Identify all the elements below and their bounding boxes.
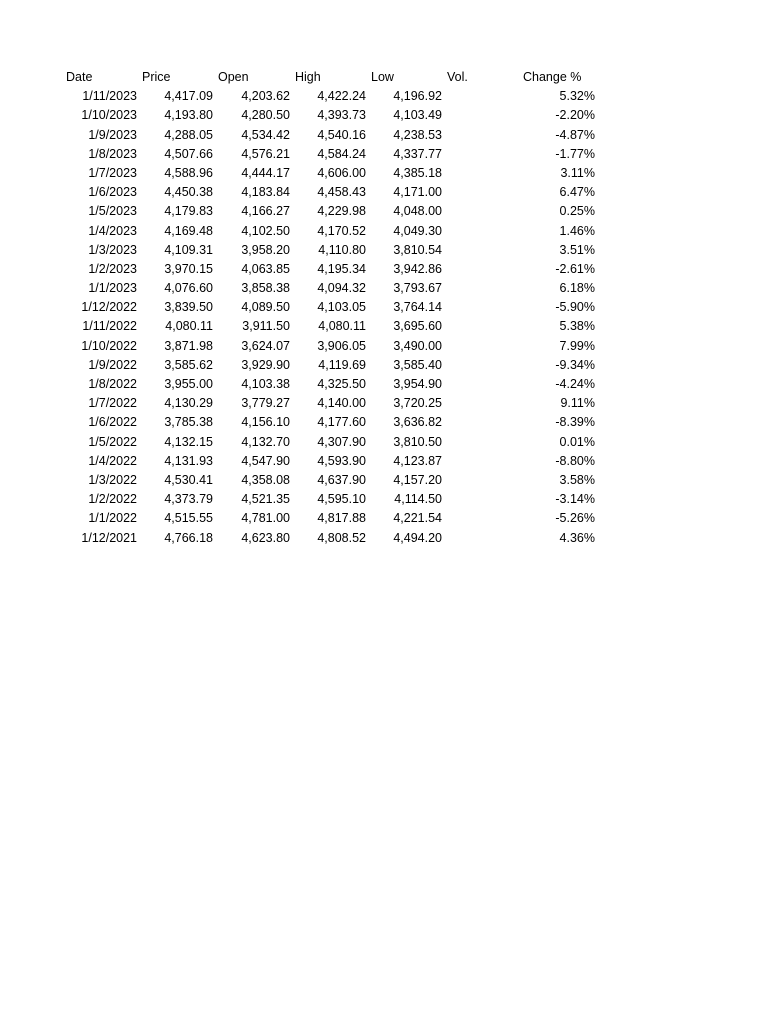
header-change: Change %: [523, 70, 582, 84]
cell-price: 4,588.96: [164, 165, 213, 180]
cell-open: 3,624.07: [241, 338, 290, 353]
cell-change: 6.47%: [559, 185, 595, 200]
cell-price: 4,766.18: [164, 530, 213, 545]
cell-price: 4,193.80: [164, 108, 213, 123]
cell-low: 3,585.40: [393, 357, 442, 372]
cell-price: 3,785.38: [164, 415, 213, 430]
cell-open: 4,280.50: [241, 108, 290, 123]
cell-change: -8.80%: [555, 453, 595, 468]
cell-date: 1/1/2023: [88, 281, 137, 296]
cell-price: 4,288.05: [164, 127, 213, 142]
cell-open: 4,183.84: [241, 185, 290, 200]
cell-price: 4,507.66: [164, 146, 213, 161]
cell-low: 3,793.67: [393, 281, 442, 296]
cell-date: 1/2/2022: [88, 492, 137, 507]
cell-open: 4,623.80: [241, 530, 290, 545]
table-row: [0, 394, 768, 413]
cell-low: 3,764.14: [393, 300, 442, 315]
table-row: [0, 126, 768, 145]
cell-low: 3,810.54: [393, 242, 442, 257]
cell-price: 3,839.50: [164, 300, 213, 315]
cell-date: 1/8/2022: [88, 377, 137, 391]
cell-high: 4,808.52: [317, 530, 366, 545]
cell-price: 4,373.79: [164, 492, 213, 507]
cell-low: 3,490.00: [393, 338, 442, 353]
cell-open: 4,521.35: [241, 492, 290, 507]
cell-change: -2.20%: [555, 108, 595, 123]
cell-date: 1/10/2023: [81, 108, 137, 123]
cell-change: -8.39%: [555, 415, 595, 430]
cell-date: 1/6/2023: [88, 185, 137, 200]
cell-change: -4.24%: [555, 377, 595, 391]
cell-change: 6.18%: [559, 281, 595, 296]
cell-open: 3,858.38: [241, 281, 290, 296]
cell-low: 4,221.54: [393, 511, 442, 526]
cell-low: 4,171.00: [393, 185, 442, 200]
cell-change: -4.87%: [555, 127, 595, 142]
cell-low: 4,196.92: [393, 89, 442, 104]
cell-date: 1/4/2023: [88, 223, 137, 238]
table-row: [0, 317, 768, 336]
cell-open: 4,547.90: [241, 453, 290, 468]
cell-change: -5.90%: [555, 300, 595, 315]
cell-date: 1/8/2023: [88, 146, 137, 161]
cell-open: 4,358.08: [241, 472, 290, 487]
cell-change: 5.38%: [559, 319, 595, 334]
cell-change: 3.51%: [559, 242, 595, 257]
table-row: [0, 260, 768, 279]
cell-low: 4,494.20: [393, 530, 442, 545]
cell-high: 4,140.00: [317, 396, 366, 411]
table-row: [0, 337, 768, 356]
cell-high: 4,637.90: [317, 472, 366, 487]
table-row: [0, 490, 768, 509]
cell-high: 4,195.34: [317, 261, 366, 276]
cell-high: 4,325.50: [317, 377, 366, 391]
table-row: [0, 452, 768, 471]
table-row: [0, 509, 768, 528]
table-row: [0, 433, 768, 452]
cell-high: 3,906.05: [317, 338, 366, 353]
cell-high: 4,458.43: [317, 185, 366, 200]
cell-high: 4,080.11: [318, 319, 366, 334]
cell-open: 3,958.20: [241, 242, 290, 257]
cell-change: 7.99%: [559, 338, 595, 353]
cell-change: 0.01%: [559, 434, 595, 449]
cell-change: 9.11%: [560, 396, 595, 411]
cell-change: 5.32%: [559, 89, 595, 104]
cell-date: 1/3/2023: [88, 242, 137, 257]
cell-date: 1/12/2021: [81, 530, 137, 545]
cell-date: 1/12/2022: [81, 300, 137, 315]
cell-open: 4,781.00: [241, 511, 290, 526]
cell-change: -2.61%: [555, 261, 595, 276]
cell-open: 4,132.70: [241, 434, 290, 449]
cell-open: 4,063.85: [241, 261, 290, 276]
cell-change: 3.11%: [560, 165, 595, 180]
cell-low: 4,114.50: [394, 492, 442, 507]
cell-open: 4,203.62: [241, 89, 290, 104]
cell-price: 4,530.41: [164, 472, 213, 487]
cell-price: 3,955.00: [164, 377, 213, 391]
cell-low: 4,123.87: [393, 453, 442, 468]
cell-high: 4,606.00: [317, 165, 366, 180]
cell-open: 4,166.27: [241, 204, 290, 219]
cell-price: 4,080.11: [165, 319, 213, 334]
cell-date: 1/11/2022: [82, 319, 137, 334]
cell-open: 3,911.50: [242, 319, 290, 334]
cell-date: 1/1/2022: [88, 511, 137, 526]
cell-low: 3,810.50: [393, 434, 442, 449]
cell-low: 4,049.30: [393, 223, 442, 238]
cell-high: 4,307.90: [317, 434, 366, 449]
cell-change: -9.34%: [555, 357, 595, 372]
table-row: [0, 164, 768, 183]
cell-low: 4,238.53: [393, 127, 442, 142]
cell-high: 4,584.24: [317, 146, 366, 161]
spreadsheet-table: [0, 68, 768, 548]
cell-price: 4,450.38: [164, 185, 213, 200]
cell-high: 4,422.24: [317, 89, 366, 104]
table-row: [0, 202, 768, 221]
cell-open: 4,534.42: [241, 127, 290, 142]
cell-price: 4,132.15: [164, 434, 213, 449]
cell-high: 4,229.98: [317, 204, 366, 219]
header-high: High: [295, 70, 321, 84]
cell-high: 4,170.52: [317, 223, 366, 238]
cell-low: 4,385.18: [393, 165, 442, 180]
cell-low: 3,636.82: [393, 415, 442, 430]
header-price: Price: [142, 70, 171, 84]
cell-price: 4,417.09: [164, 89, 213, 104]
cell-date: 1/7/2023: [88, 165, 137, 180]
cell-low: 4,103.49: [393, 108, 442, 123]
cell-date: 1/6/2022: [88, 415, 137, 430]
cell-high: 4,177.60: [317, 415, 366, 430]
cell-low: 3,942.86: [393, 261, 442, 276]
table-row: [0, 183, 768, 202]
cell-change: 3.58%: [559, 472, 595, 487]
cell-date: 1/9/2023: [88, 127, 137, 142]
cell-date: 1/3/2022: [88, 472, 137, 487]
cell-date: 1/11/2023: [82, 89, 137, 104]
header-low: Low: [371, 70, 394, 84]
cell-price: 4,109.31: [164, 242, 213, 257]
cell-date: 1/7/2022: [88, 396, 137, 411]
cell-date: 1/5/2022: [88, 434, 137, 449]
cell-high: 4,393.73: [317, 108, 366, 123]
cell-open: 4,576.21: [241, 146, 290, 161]
table-row: [0, 106, 768, 125]
cell-change: 0.25%: [559, 204, 595, 219]
table-row: [0, 279, 768, 298]
cell-change: -3.14%: [555, 492, 595, 507]
table-body: [0, 87, 768, 548]
table-row: [0, 375, 768, 394]
header-row: [0, 68, 768, 87]
cell-low: 3,954.90: [393, 377, 442, 391]
header-open: Open: [218, 70, 249, 84]
table-row: [0, 145, 768, 164]
cell-high: 4,593.90: [317, 453, 366, 468]
cell-open: 4,102.50: [241, 223, 290, 238]
cell-price: 4,131.93: [164, 453, 213, 468]
cell-price: 4,515.55: [164, 511, 213, 526]
cell-low: 4,337.77: [393, 146, 442, 161]
cell-price: 4,076.60: [164, 281, 213, 296]
header-date: Date: [66, 70, 93, 84]
cell-price: 4,179.83: [164, 204, 213, 219]
cell-open: 4,444.17: [241, 165, 290, 180]
cell-open: 3,929.90: [241, 357, 290, 372]
cell-high: 4,094.32: [317, 281, 366, 296]
cell-date: 1/9/2022: [88, 357, 137, 372]
cell-high: 4,119.69: [318, 357, 366, 372]
cell-high: 4,103.05: [317, 300, 366, 315]
cell-price: 3,585.62: [164, 357, 213, 372]
cell-date: 1/10/2022: [81, 338, 137, 353]
cell-low: 3,720.25: [393, 396, 442, 411]
cell-open: 4,103.38: [241, 377, 290, 391]
cell-open: 4,156.10: [241, 415, 290, 430]
cell-change: -1.77%: [555, 146, 595, 161]
cell-low: 4,157.20: [393, 472, 442, 487]
cell-change: -5.26%: [555, 511, 595, 526]
table-row: [0, 471, 768, 490]
cell-change: 1.46%: [559, 223, 595, 238]
cell-price: 4,130.29: [164, 396, 213, 411]
cell-price: 3,871.98: [164, 338, 213, 353]
cell-price: 4,169.48: [164, 223, 213, 238]
cell-price: 3,970.15: [164, 261, 213, 276]
table-row: [0, 529, 768, 548]
cell-high: 4,540.16: [317, 127, 366, 142]
cell-date: 1/2/2023: [88, 261, 137, 276]
cell-open: 3,779.27: [241, 396, 290, 411]
table-row: [0, 356, 768, 375]
cell-date: 1/4/2022: [88, 453, 137, 468]
cell-change: 4.36%: [559, 530, 595, 545]
table-row: [0, 87, 768, 106]
cell-low: 4,048.00: [393, 204, 442, 219]
cell-high: 4,110.80: [318, 242, 366, 257]
cell-low: 3,695.60: [393, 319, 442, 334]
cell-high: 4,595.10: [317, 492, 366, 507]
table-row: [0, 241, 768, 260]
cell-date: 1/5/2023: [88, 204, 137, 219]
cell-high: 4,817.88: [317, 511, 366, 526]
table-row: [0, 298, 768, 317]
cell-open: 4,089.50: [241, 300, 290, 315]
header-vol: Vol.: [447, 70, 468, 84]
table-row: [0, 413, 768, 432]
table-row: [0, 222, 768, 241]
